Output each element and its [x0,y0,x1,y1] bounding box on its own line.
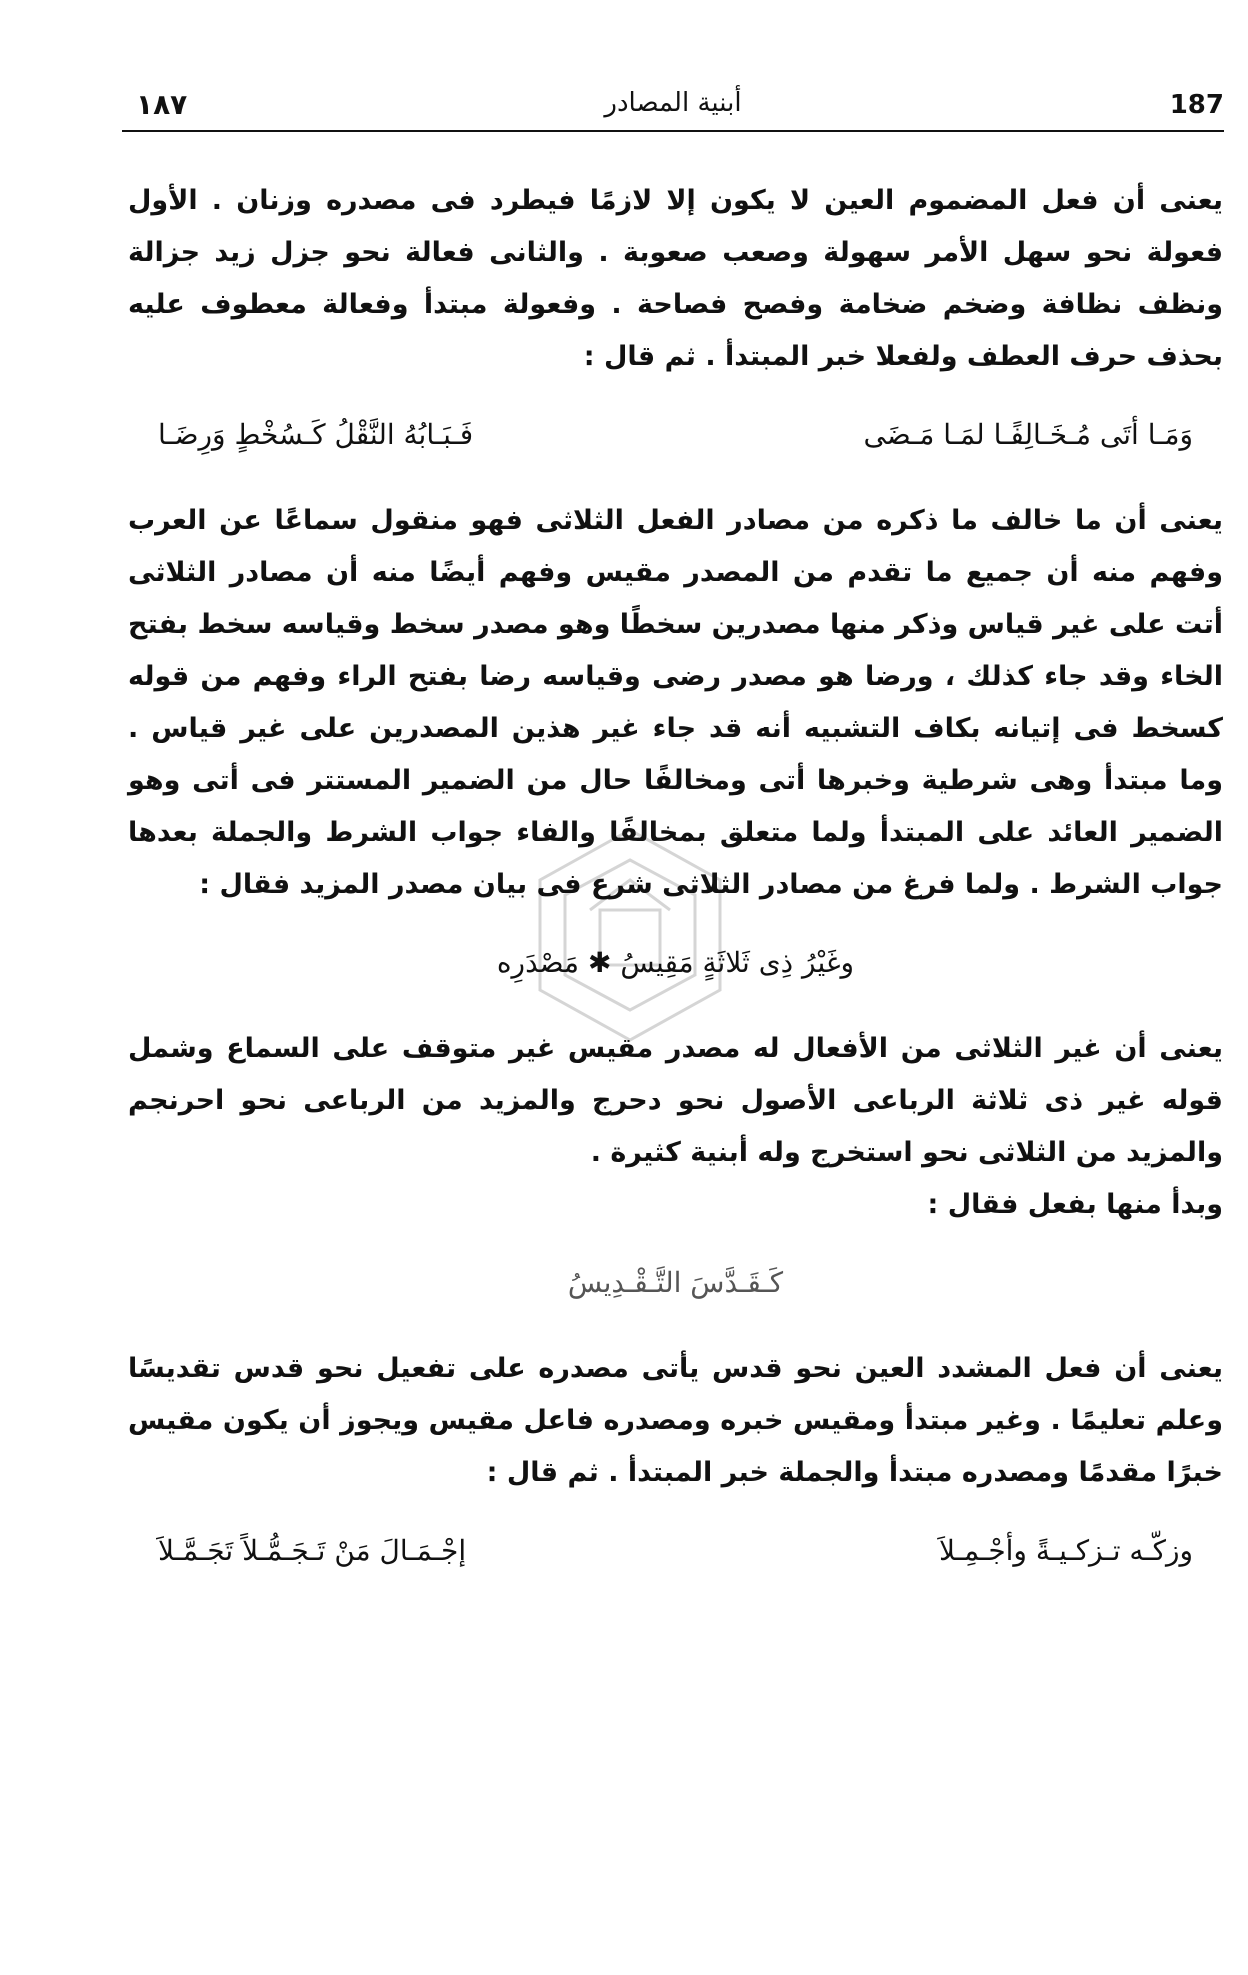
paragraph-4: وبدأ منها بفعل فقال : [927,1189,1223,1220]
page-header [122,86,1224,136]
verse-4-second-hemistich: إجْـمَـالَ مَنْ تَـجَـمُّـلاً تَجَـمَّـلاَ [158,1534,467,1567]
verse-4-first-hemistich: وزكّـه تـزكـيـةً وأجْـمِـلاَ [939,1534,1193,1567]
verse-2: وغَيْرُ ذِى ثَلاثَةٍ مَقِيسُ ✱ مَصْدَرِه [496,946,855,979]
header-rule [122,130,1224,132]
page-body [128,175,1223,1611]
verse-1-first-hemistich: وَمَـا أتَى مُـخَـالِفًـا لمَـا مَـضَى [863,418,1193,451]
page-number-latin: 187 [1169,90,1224,120]
verse-3: كَـقَـدَّسَ التَّـقْـدِيسُ [567,1266,784,1299]
page-number-arabic: ١٨٧ [136,88,188,121]
verse-1-second-hemistich: فَـبَـابُهُ النَّقْلُ كَـسُخْطٍ وَرِضَـا [158,418,474,451]
paragraph-5: يعنى أن فعل المشدد العين نحو قدس يأتى مصدره على تفعيل نحو قدس تقديسًا وعلم تعليمًا . وغير مبتدأ ومقيس خبره ومصدره فاعل مقيس ويجوز أن يكون مقيس خبرًا مقدمًا ومصدره مبتدأ والجملة خبر المبتدأ . ثم قال : [128,1353,1223,1488]
running-title: أبنية المصادر [604,88,742,118]
paragraph-3: يعنى أن غير الثلاثى من الأفعال له مصدر مقيس غير متوقف على السماع وشمل قوله غير ذى ثلاثة الرباعى الأصول نحو دحرج والمزيد من الرباعى نحو احرنجم والمزيد من الثلاثى نحو استخرج وله أبنية كثيرة . [128,1033,1223,1168]
paragraph-2: يعنى أن ما خالف ما ذكره من مصادر الفعل الثلاثى فهو منقول سماعًا عن العرب وفهم منه أن جميع ما تقدم من المصدر مقيس وفهم أيضًا منه أن مصادر الثلاثى أتت على غير قياس وذكر منها مصدرين سخطًا وهو مصدر سخط وقياسه سخط بفتح الخاء وقد جاء كذلك ، ورضا هو مصدر رضى وقياسه رضا بفتح الراء وفهم من قوله كسخط فى إتيانه بكاف التشبيه أنه قد جاء غير هذين المصدرين على غير قياس . وما مبتدأ وهى شرطية وخبرها أتى ومخالفًا حال من الضمير المستتر فى أتى وهو الضمير العائد على المبتدأ ولما متعلق بمخالفًا والفاء جواب الشرط والجملة بعدها جواب الشرط . ولما فرغ من مصادر الثلاثى شرع فى بيان مصدر المزيد فقال : [128,505,1223,900]
paragraph-1: يعنى أن فعل المضموم العين لا يكون إلا لازمًا فيطرد فى مصدره وزنان . الأول فعولة نحو سهل الأمر سهولة وصعب صعوبة . والثانى فعالة نحو جزل زيد جزالة ونظف نظافة وضخم ضخامة وفصح فصاحة . وفعولة مبتدأ وفعالة معطوف عليه بحذف حرف العطف ولفعلا خبر المبتدأ . ثم قال : [128,185,1223,372]
verse-1 [158,409,1193,461]
verse-4 [158,1525,1193,1577]
